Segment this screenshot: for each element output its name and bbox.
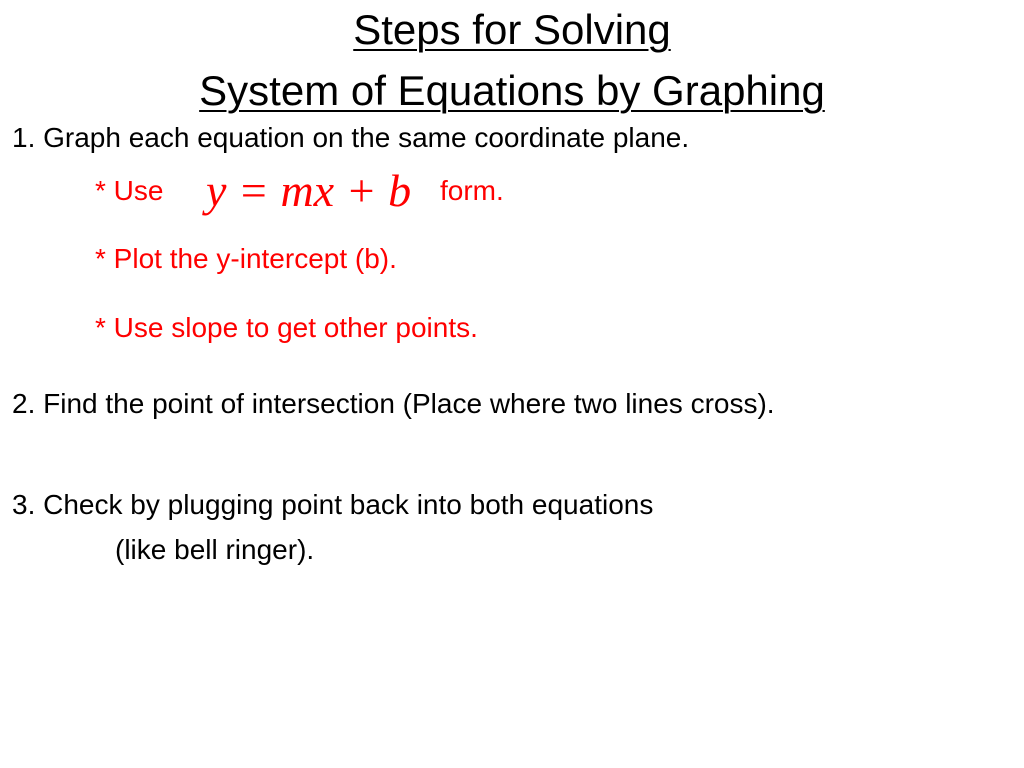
step-1-bullet-plot-intercept: * Plot the y-intercept (b).	[95, 243, 397, 274]
slide-title-line-2: System of Equations by Graphing	[199, 67, 825, 114]
step-1-bullet-use-suffix: form.	[440, 175, 504, 206]
step-2-text: 2. Find the point of intersection (Place where two lines cross).	[12, 388, 775, 419]
slide-title-line-1: Steps for Solving	[353, 6, 671, 53]
step-3-text: 3. Check by plugging point back into both equations	[12, 489, 654, 520]
step-1-text: 1. Graph each equation on the same coordinate plane.	[12, 122, 690, 153]
step-1-bullet-use-prefix: * Use	[95, 175, 164, 206]
step-3-text-continued: (like bell ringer).	[115, 534, 315, 565]
slope-intercept-formula: y = mx + b	[206, 165, 412, 216]
step-1-bullet-use-slope: * Use slope to get other points.	[95, 312, 478, 343]
